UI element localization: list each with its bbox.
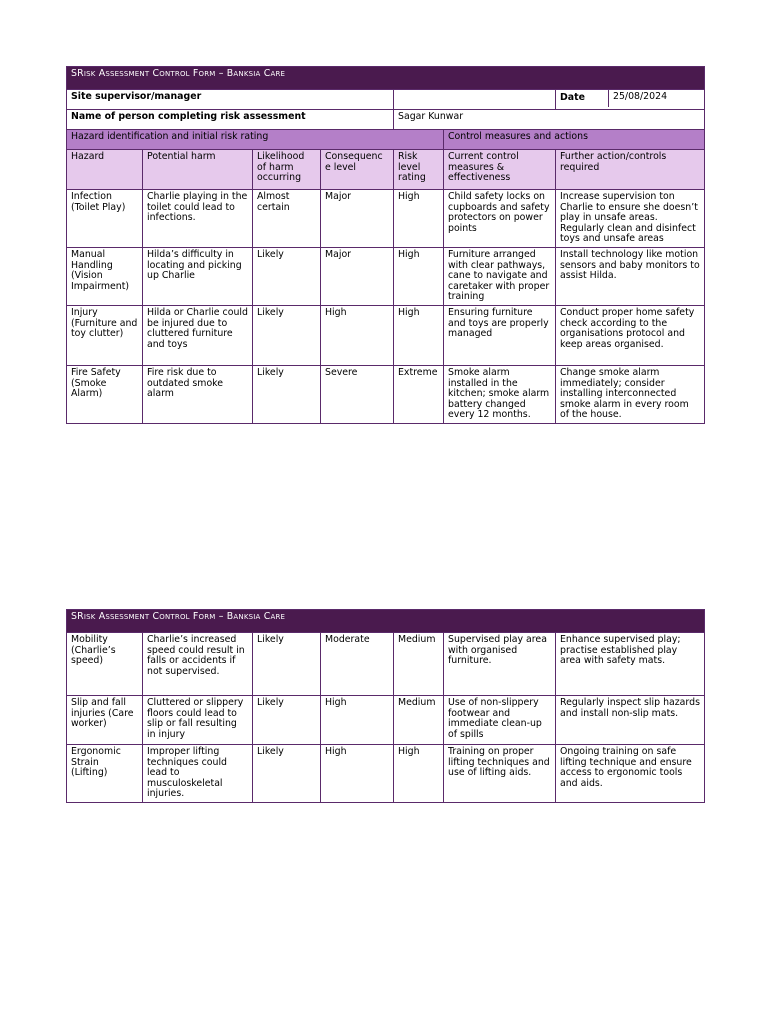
potential-harm-cell: Cluttered or slippery floors could lead to slip or fall resulting in injury xyxy=(143,696,253,745)
consequence-cell: High xyxy=(321,305,394,365)
consequence-cell: Major xyxy=(321,247,394,305)
col-current-controls: Current control measures & effectiveness xyxy=(444,150,556,190)
table-row xyxy=(67,247,705,305)
likelihood-cell: Almost certain xyxy=(253,190,321,248)
potential-harm-cell: Improper lifting techniques could lead to musculoskeletal injuries. xyxy=(143,745,253,803)
likelihood-cell: Likely xyxy=(253,247,321,305)
date-label: Date xyxy=(556,90,609,108)
risk-assessment-table-2 xyxy=(66,609,705,803)
section-hazard-identification: Hazard identification and initial risk rating xyxy=(67,130,444,150)
hazard-cell: Injury (Furniture and toy clutter) xyxy=(67,305,143,365)
likelihood-cell: Likely xyxy=(253,633,321,696)
further-action-cell: Change smoke alarm immediately; consider installing interconnected smoke alarm in every room of the house. xyxy=(556,365,705,423)
current-controls-cell: Supervised play area with organised furniture. xyxy=(444,633,556,696)
current-controls-cell: Ensuring furniture and toys are properly managed xyxy=(444,305,556,365)
further-action-cell: Increase supervision ton Charlie to ensure she doesn’t play in unsafe areas. Regularly clean and disinfect toys and unsafe areas xyxy=(556,190,705,248)
current-controls-cell: Training on proper lifting techniques and use of lifting aids. xyxy=(444,745,556,803)
form-title: SRisk Assessment Control Form – Banksia Care xyxy=(67,610,705,633)
hazard-cell: Manual Handling (Vision Impairment) xyxy=(67,247,143,305)
likelihood-cell: Likely xyxy=(253,745,321,803)
date-cell xyxy=(556,90,705,110)
table-row xyxy=(67,633,705,696)
section-header-row xyxy=(67,130,705,150)
table-row xyxy=(67,745,705,803)
risk-rating-cell: Extreme xyxy=(394,365,444,423)
further-action-cell: Regularly inspect slip hazards and install non-slip mats. xyxy=(556,696,705,745)
risk-rating-cell: Medium xyxy=(394,696,444,745)
potential-harm-cell: Charlie playing in the toilet could lead to infections. xyxy=(143,190,253,248)
current-controls-cell: Smoke alarm installed in the kitchen; smoke alarm battery changed every 12 months. xyxy=(444,365,556,423)
potential-harm-cell: Fire risk due to outdated smoke alarm xyxy=(143,365,253,423)
table-row xyxy=(67,190,705,248)
further-action-cell: Conduct proper home safety check according to the organisations protocol and keep areas organised. xyxy=(556,305,705,365)
likelihood-cell: Likely xyxy=(253,305,321,365)
potential-harm-cell: Hilda’s difficulty in locating and picking up Charlie xyxy=(143,247,253,305)
col-risk-rating: Risk level rating xyxy=(394,150,444,190)
col-potential-harm: Potential harm xyxy=(143,150,253,190)
consequence-cell: Moderate xyxy=(321,633,394,696)
potential-harm-cell: Hilda or Charlie could be injured due to cluttered furniture and toys xyxy=(143,305,253,365)
column-header-row xyxy=(67,150,705,190)
table-row xyxy=(67,305,705,365)
date-value: 25/08/2024 xyxy=(613,91,668,103)
hazard-cell: Slip and fall injuries (Care worker) xyxy=(67,696,143,745)
col-further-action: Further action/controls required xyxy=(556,150,705,190)
likelihood-cell: Likely xyxy=(253,696,321,745)
current-controls-cell: Furniture arranged with clear pathways, cane to navigate and caretaker with proper training xyxy=(444,247,556,305)
supervisor-row xyxy=(67,90,705,110)
hazard-cell: Fire Safety (Smoke Alarm) xyxy=(67,365,143,423)
consequence-cell: Major xyxy=(321,190,394,248)
supervisor-value xyxy=(394,90,556,110)
risk-rating-cell: High xyxy=(394,190,444,248)
further-action-cell: Ongoing training on safe lifting technique and ensure access to ergonomic tools and aids. xyxy=(556,745,705,803)
assessor-label: Name of person completing risk assessment xyxy=(67,110,394,130)
potential-harm-cell: Charlie’s increased speed could result in falls or accidents if not supervised. xyxy=(143,633,253,696)
risk-rating-cell: High xyxy=(394,305,444,365)
further-action-cell: Install technology like motion sensors and baby monitors to assist Hilda. xyxy=(556,247,705,305)
assessor-value: Sagar Kunwar xyxy=(394,110,705,130)
table-row xyxy=(67,365,705,423)
form-title-row xyxy=(67,610,705,633)
risk-rating-cell: Medium xyxy=(394,633,444,696)
consequence-cell: Severe xyxy=(321,365,394,423)
section-control-measures: Control measures and actions xyxy=(444,130,705,150)
current-controls-cell: Use of non-slippery footwear and immediate clean-up of spills xyxy=(444,696,556,745)
hazard-cell: Ergonomic Strain (Lifting) xyxy=(67,745,143,803)
table-row xyxy=(67,696,705,745)
risk-rating-cell: High xyxy=(394,247,444,305)
form-title-row xyxy=(67,67,705,90)
further-action-cell: Enhance supervised play; practise established play area with safety mats. xyxy=(556,633,705,696)
risk-rating-cell: High xyxy=(394,745,444,803)
hazard-cell: Mobility (Charlie’s speed) xyxy=(67,633,143,696)
assessor-row xyxy=(67,110,705,130)
supervisor-label: Site supervisor/manager xyxy=(67,90,394,110)
current-controls-cell: Child safety locks on cupboards and safety protectors on power points xyxy=(444,190,556,248)
consequence-cell: High xyxy=(321,745,394,803)
form-title: SRisk Assessment Control Form – Banksia Care xyxy=(67,67,705,90)
col-likelihood: Likelihood of harm occurring xyxy=(253,150,321,190)
hazard-cell: Infection (Toilet Play) xyxy=(67,190,143,248)
col-consequence: Consequenc e level xyxy=(321,150,394,190)
col-hazard: Hazard xyxy=(67,150,143,190)
consequence-cell: High xyxy=(321,696,394,745)
risk-assessment-table-1 xyxy=(66,66,705,424)
likelihood-cell: Likely xyxy=(253,365,321,423)
